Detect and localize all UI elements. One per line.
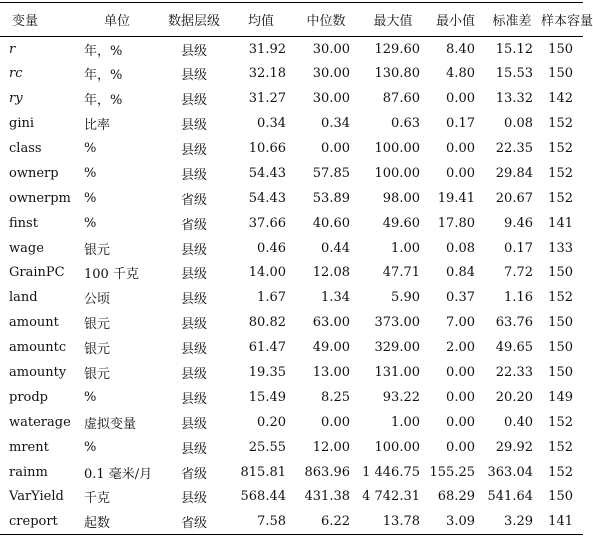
cell-sample-size: 150 [548,41,573,57]
cell-max: 87.60 [382,91,420,107]
cell-max: 131.00 [374,365,420,381]
cell-std-dev: 541.64 [487,489,533,505]
cell-variable: creport [0,509,74,534]
cell-data-level: 县级 [180,342,207,358]
cell-data-level: 县级 [180,143,207,158]
cell-max: 1 446.75 [362,464,420,480]
table-row [0,485,583,510]
cell-min: 0.00 [446,439,475,455]
table-row [0,86,583,111]
cell-data-level: 县级 [180,491,207,507]
cell-min: 0.00 [446,141,475,156]
cell-sample-size: 141 [548,215,573,231]
cell-median: 12.08 [312,265,350,281]
cell-std-dev: 0.08 [504,116,533,132]
cell-sample-size: 152 [548,165,573,181]
cell-median: 0.00 [321,414,350,430]
cell-unit: 公顷 [84,292,111,308]
cell-max: 329.00 [374,340,420,356]
cell-unit: % [84,165,97,181]
cell-median: 0.34 [321,116,350,132]
table-row [0,335,583,360]
cell-data-level: 县级 [180,267,207,283]
cell-std-dev: 63.76 [495,315,533,331]
cell-variable: r [9,41,16,57]
cell-data-level: 省级 [160,509,228,534]
cell-data-level: 省级 [180,466,207,482]
cell-sample-size: 152 [548,439,573,455]
table-row [0,186,583,211]
cell-data-level: 省级 [180,217,207,233]
cell-std-dev: 15.53 [495,66,533,82]
cell-median: 53.89 [312,190,350,206]
cell-variable: GrainPC [9,265,65,281]
cell-std-dev: 0.40 [504,414,533,430]
cell-std-dev: 15.12 [495,41,533,57]
cell-max: 93.22 [382,389,420,405]
header-min: 最小值 [428,3,483,37]
cell-variable: VarYield [9,489,64,505]
header-row [0,3,583,37]
cell-std-dev: 9.46 [504,215,533,231]
table-row [0,111,583,136]
cell-median: 1.34 [321,290,350,306]
cell-variable: ownerp [9,165,59,181]
cell-unit: 年，% [84,68,123,84]
cell-unit: 100 千克 [84,267,139,283]
cell-median: 6.22 [294,509,358,534]
cell-max: 0.63 [391,116,420,132]
cell-mean: 14.00 [248,265,286,281]
cell-mean: 15.49 [248,389,286,405]
cell-mean: 815.81 [240,464,286,480]
cell-mean: 1.67 [257,290,286,306]
cell-mean: 31.27 [248,91,286,107]
cell-median: 30.00 [312,66,350,82]
cell-unit: 起数 [74,509,160,534]
table-row [0,435,583,460]
table-row [0,136,583,161]
cell-data-level: 县级 [180,118,207,134]
cell-sample-size: 152 [548,141,573,156]
descriptive-statistics-table [0,2,593,535]
table-row [0,385,583,410]
cell-unit: % [84,215,97,231]
cell-data-level: 省级 [180,192,207,208]
table-row [0,310,583,335]
cell-mean: 7.58 [228,509,294,534]
cell-median: 0.00 [321,141,350,156]
table-row [0,37,583,62]
table-row [0,410,583,435]
cell-variable: class [9,141,42,156]
cell-unit: 年，% [84,93,123,109]
cell-median: 63.00 [312,315,350,331]
cell-std-dev: 363.04 [487,464,533,480]
cell-sample-size: 141 [541,509,583,534]
cell-data-level: 县级 [180,242,207,258]
cell-sample-size: 150 [548,315,573,331]
cell-data-level: 县级 [180,416,207,432]
cell-variable: amountc [9,340,67,356]
cell-variable: finst [9,215,38,231]
cell-mean: 19.35 [248,365,286,381]
cell-variable: mrent [9,439,49,455]
cell-max: 4 742.31 [362,489,420,505]
cell-median: 40.60 [312,215,350,231]
cell-min: 17.80 [437,215,475,231]
cell-min: 2.00 [446,340,475,356]
cell-unit: 虚拟变量 [84,416,137,432]
cell-variable: land [9,290,38,306]
cell-median: 13.00 [312,365,350,381]
cell-min: 8.40 [446,41,475,57]
header-data-level: 数据层级 [160,3,228,37]
cell-sample-size: 150 [548,340,573,356]
header-unit: 单位 [74,3,160,37]
cell-min: 0.08 [446,240,475,256]
cell-median: 30.00 [312,91,350,107]
header-std-dev: 标准差 [483,3,541,37]
cell-median: 863.96 [304,464,350,480]
cell-max: 129.60 [374,41,420,57]
cell-variable: ry [9,91,23,107]
cell-max: 98.00 [382,190,420,206]
cell-mean: 37.66 [248,215,286,231]
cell-data-level: 县级 [180,292,207,308]
cell-max: 1.00 [391,414,420,430]
cell-min: 155.25 [429,464,475,480]
cell-sample-size: 133 [548,240,573,256]
cell-min: 0.00 [446,389,475,405]
cell-data-level: 县级 [180,367,207,383]
cell-std-dev: 22.35 [495,141,533,156]
cell-mean: 25.55 [248,439,286,455]
cell-median: 49.00 [312,340,350,356]
cell-min: 7.00 [446,315,475,331]
cell-min: 0.00 [446,165,475,181]
cell-sample-size: 149 [548,389,573,405]
cell-max: 5.90 [391,290,420,306]
cell-sample-size: 152 [548,464,573,480]
cell-std-dev: 22.33 [495,365,533,381]
table-row [0,460,583,485]
cell-mean: 10.66 [248,141,286,156]
header-variable: 变量 [0,3,74,37]
cell-std-dev: 20.20 [495,389,533,405]
cell-min: 0.17 [446,116,475,132]
cell-sample-size: 142 [548,91,573,107]
cell-median: 12.00 [312,439,350,455]
cell-sample-size: 150 [548,265,573,281]
cell-unit: 银元 [84,342,111,358]
cell-max: 130.80 [374,66,420,82]
cell-std-dev: 7.72 [504,265,533,281]
cell-max: 47.71 [382,265,420,281]
header-mean: 均值 [228,3,294,37]
cell-variable: rainm [9,464,48,480]
cell-max: 1.00 [391,240,420,256]
cell-unit: % [84,141,97,156]
cell-mean: 0.20 [257,414,286,430]
cell-median: 57.85 [312,165,350,181]
cell-min: 0.00 [446,365,475,381]
table-row [0,61,583,86]
cell-min: 19.41 [437,190,475,206]
cell-mean: 0.46 [257,240,286,256]
cell-median: 431.38 [304,489,350,505]
table-body [0,37,583,535]
cell-sample-size: 150 [548,365,573,381]
table-row [0,236,583,261]
table-row [0,161,583,186]
cell-mean: 32.18 [248,66,286,82]
cell-mean: 54.43 [248,165,286,181]
cell-data-level: 县级 [180,68,207,84]
cell-data-level: 县级 [180,391,207,407]
cell-data-level: 县级 [180,441,207,457]
cell-std-dev: 29.84 [495,165,533,181]
cell-std-dev: 29.92 [495,439,533,455]
cell-mean: 31.92 [248,41,286,57]
cell-mean: 0.34 [257,116,286,132]
cell-min: 3.09 [428,509,483,534]
cell-unit: % [84,389,97,405]
cell-sample-size: 152 [548,414,573,430]
cell-variable: amounty [9,365,67,381]
cell-unit: 比率 [84,118,111,134]
cell-unit: % [84,190,97,206]
cell-max: 100.00 [374,141,420,156]
cell-data-level: 县级 [180,317,207,333]
table-row [0,285,583,310]
cell-median: 30.00 [312,41,350,57]
cell-mean: 80.82 [248,315,286,331]
header-max: 最大值 [358,3,428,37]
cell-std-dev: 49.65 [495,340,533,356]
cell-unit: 银元 [84,367,111,383]
cell-unit: 银元 [84,317,111,333]
cell-max: 49.60 [382,215,420,231]
cell-variable: amount [9,315,59,331]
table-row [0,360,583,385]
cell-max: 13.78 [358,509,428,534]
cell-std-dev: 0.17 [504,240,533,256]
cell-min: 0.84 [446,265,475,281]
table-row [0,211,583,236]
cell-min: 0.00 [446,91,475,107]
cell-sample-size: 152 [548,290,573,306]
cell-median: 8.25 [321,389,350,405]
cell-variable: rc [9,66,23,82]
cell-min: 68.29 [437,489,475,505]
cell-unit: 年，% [84,43,123,59]
table-row [0,509,583,534]
cell-min: 4.80 [446,66,475,82]
cell-sample-size: 150 [548,66,573,82]
cell-variable: wage [9,240,44,256]
cell-max: 100.00 [374,165,420,181]
cell-unit: 千克 [84,491,111,507]
cell-mean: 568.44 [240,489,286,505]
cell-min: 0.37 [446,290,475,306]
table-row [0,261,583,286]
cell-std-dev: 20.67 [495,190,533,206]
cell-data-level: 县级 [180,43,207,59]
cell-min: 0.00 [446,414,475,430]
cell-std-dev: 1.16 [504,290,533,306]
cell-variable: waterage [9,414,71,430]
cell-sample-size: 152 [548,190,573,206]
cell-unit: 0.1 毫米/月 [84,466,153,482]
cell-variable: ownerpm [9,190,71,206]
cell-unit: 银元 [84,242,111,258]
cell-std-dev: 3.29 [483,509,541,534]
cell-max: 373.00 [374,315,420,331]
cell-sample-size: 152 [548,116,573,132]
header-median: 中位数 [294,3,358,37]
header-sample-size: 样本容量 [541,3,583,37]
cell-mean: 54.43 [248,190,286,206]
cell-variable: prodp [9,389,49,405]
table-header [0,3,593,37]
cell-max: 100.00 [374,439,420,455]
cell-sample-size: 150 [548,489,573,505]
cell-data-level: 县级 [180,93,207,109]
cell-data-level: 县级 [180,167,207,183]
cell-std-dev: 13.32 [495,91,533,107]
cell-variable: gini [9,116,35,132]
cell-mean: 61.47 [248,340,286,356]
cell-unit: % [84,439,97,455]
cell-median: 0.44 [321,240,350,256]
